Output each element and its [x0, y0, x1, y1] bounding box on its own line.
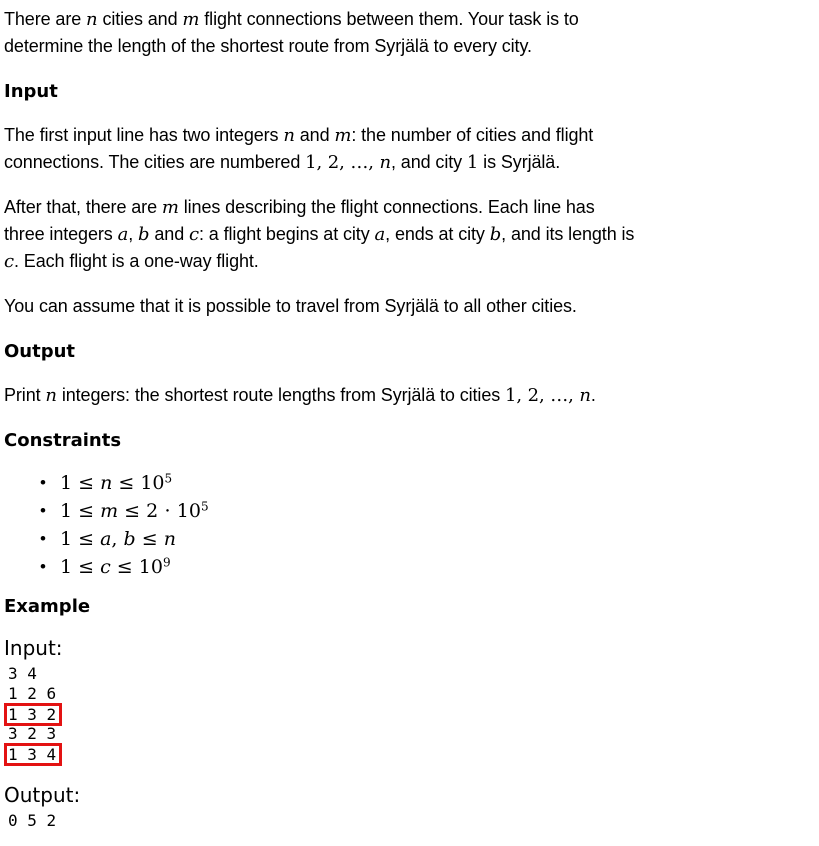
example-input-label: Input:	[4, 636, 63, 660]
section-heading-output: Output	[4, 341, 76, 362]
constraints-list	[4, 469, 809, 581]
text-run: determine the length of the shortest route from Syrjälä to every city.	[4, 36, 532, 56]
constraint-item	[4, 497, 809, 525]
math-run: c	[100, 556, 111, 578]
text-run: , ends at city	[385, 224, 490, 244]
text-run: ,	[128, 224, 139, 244]
text-run: lines describing the flight connections. Each line has	[178, 197, 595, 217]
math-run: m	[182, 9, 200, 30]
highlight-box: 1 3 2	[4, 703, 62, 726]
math-run: n	[100, 472, 113, 494]
constraint-text	[60, 555, 171, 578]
math-run: 1 ≤	[60, 500, 101, 522]
constraint-text	[60, 499, 209, 522]
paragraph-output-1	[4, 382, 809, 409]
example-input-block	[4, 664, 809, 764]
math-run: 1, 2, …,	[305, 152, 380, 173]
paragraph-input-2	[4, 194, 809, 275]
section-heading-constraints: Constraints	[4, 430, 122, 451]
math-run: 1, 2, …,	[505, 385, 580, 406]
text-run: integers: the shortest route lengths from Syrjälä to cities	[56, 385, 506, 405]
math-run: 5	[200, 499, 209, 514]
math-run: 1 ≤	[60, 472, 101, 494]
math-run: 1 ≤	[60, 528, 101, 550]
math-run: a	[100, 528, 112, 550]
math-run: n	[163, 528, 176, 550]
math-run: n	[86, 9, 98, 30]
math-run: ≤ 10	[112, 472, 165, 494]
math-run: n	[579, 385, 591, 406]
math-run: n	[379, 152, 391, 173]
math-run: ≤ 10	[110, 556, 163, 578]
math-run: a	[374, 224, 386, 245]
constraint-item	[4, 525, 809, 553]
bullet-icon: •	[40, 529, 46, 548]
math-run: 9	[162, 555, 171, 570]
math-run: 1	[466, 152, 479, 173]
constraint-item	[4, 553, 809, 581]
paragraph-intro	[4, 6, 809, 60]
text-run: The first input line has two integers	[4, 125, 284, 145]
constraint-item	[4, 469, 809, 497]
bullet-icon: •	[40, 557, 46, 576]
text-run: : a flight begins at city	[199, 224, 375, 244]
bullet-icon: •	[40, 473, 46, 492]
text-run: connections. The cities are numbered	[4, 152, 306, 172]
math-run: m	[100, 500, 119, 522]
code-line: 1 2 6	[8, 684, 57, 703]
code-line	[4, 704, 809, 724]
text-run: There are	[4, 9, 87, 29]
example-output-label: Output:	[4, 783, 81, 807]
math-run: ≤	[135, 528, 164, 550]
code-line: 3 4	[8, 664, 37, 683]
section-heading-example: Example	[4, 596, 91, 617]
math-run: ≤ 2 ⋅ 10	[118, 500, 201, 522]
paragraph-input-3	[4, 293, 809, 320]
math-run: b	[489, 224, 502, 245]
math-run: m	[334, 125, 352, 146]
text-run: , and its length is	[501, 224, 635, 244]
bullet-icon: •	[40, 501, 46, 520]
text-run: is Syrjälä.	[478, 152, 561, 172]
text-run: . Each flight is a one-way flight.	[13, 251, 259, 271]
math-run: b	[123, 528, 136, 550]
highlight-box: 1 3 4	[4, 743, 62, 766]
text-run: .	[590, 385, 596, 405]
math-run: n	[283, 125, 295, 146]
math-run: b	[138, 224, 150, 245]
constraint-text	[60, 471, 173, 494]
constraint-text	[60, 528, 176, 550]
text-run: three integers	[4, 224, 118, 244]
text-run: Print	[4, 385, 46, 405]
math-run: c	[4, 251, 14, 272]
section-heading-input: Input	[4, 81, 58, 102]
math-run: ,	[111, 528, 124, 550]
code-line: 0 5 2	[8, 811, 57, 830]
math-run: n	[45, 385, 57, 406]
math-run: 1 ≤	[60, 556, 101, 578]
text-run: After that, there are	[4, 197, 162, 217]
text-run: You can assume that it is possible to travel from Syrjälä to all other cities.	[4, 296, 577, 316]
math-run: a	[117, 224, 129, 245]
text-run: : the number of cities and flight	[351, 125, 594, 145]
example-output-block	[4, 811, 809, 831]
math-run: m	[161, 197, 179, 218]
math-run: c	[189, 224, 199, 245]
paragraph-input-1	[4, 122, 809, 176]
text-run: , and city	[390, 152, 467, 172]
code-line	[4, 744, 809, 764]
math-run: 5	[164, 471, 173, 486]
text-run: and	[294, 125, 335, 145]
code-line: 3 2 3	[8, 724, 57, 743]
text-run: cities and	[97, 9, 183, 29]
text-run: and	[149, 224, 190, 244]
text-run: flight connections between them. Your task is to	[199, 9, 579, 29]
